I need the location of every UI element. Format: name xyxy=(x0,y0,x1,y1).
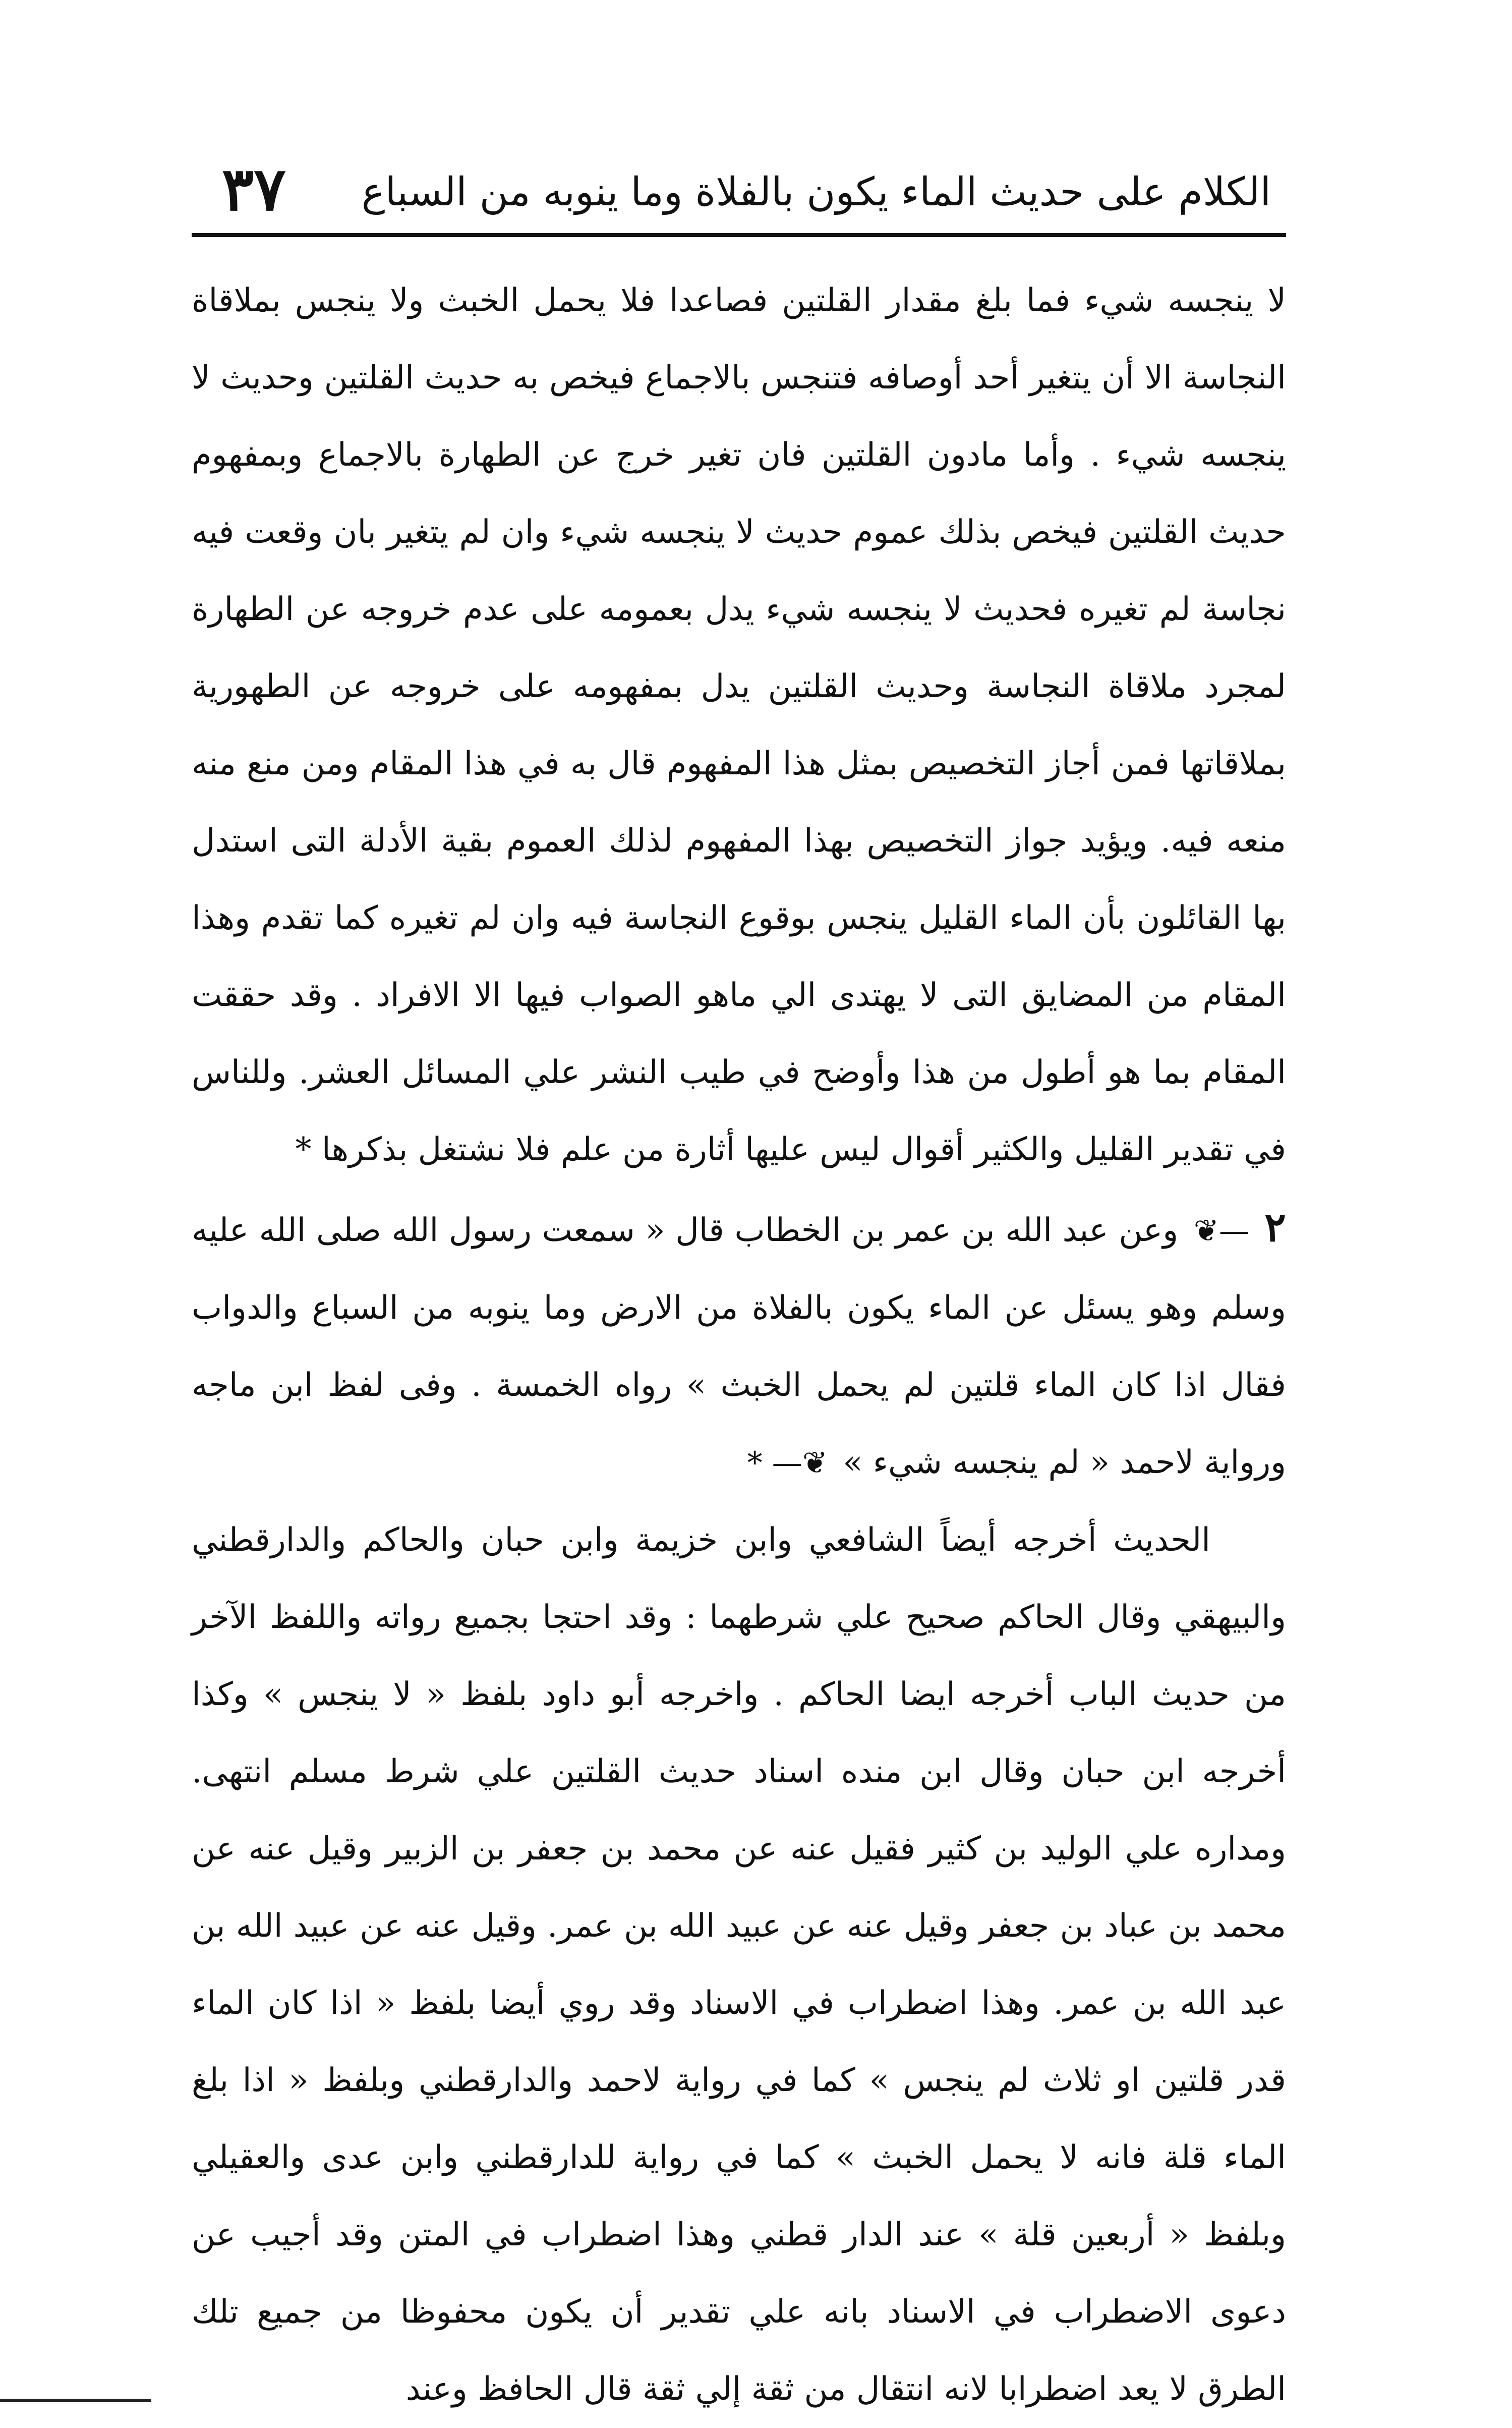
header-rule xyxy=(192,233,1286,237)
ornament-open-icon: —❦ xyxy=(1193,1213,1250,1249)
body-text xyxy=(192,262,1286,2428)
page-number: ٣٧ xyxy=(222,154,286,224)
ornament-close-icon: ❦— * xyxy=(747,1445,828,1481)
commentary-paragraph-2: الحديث أخرجه أيضاً الشافعي وابن خزيمة وابن حبان والحاكم والدارقطني والبيهقي وقال الحاكم صحيح علي شرطهما : وقد احتجا بجميع رواته واللفظ الآخر من حديث الباب أخرجه ايضا الحاكم . واخرجه أبو داود بلفظ « لا ينجس » وكذا أخرجه ابن حبان وقال ابن منده اسناد حديث القلتين علي شرط مسلم انتهى. ومداره علي الوليد بن كثير فقيل عنه عن محمد بن جعفر بن الزبير وقيل عنه عن محمد بن عباد بن جعفر وقيل عنه عن عبيد الله بن عمر. وقيل عنه عن عبيد الله بن عبد الله بن عمر. وهذا اضطراب في الاسناد وقد روي أيضا بلفظ « اذا كان الماء قدر قلتين او ثلاث لم ينجس » كما في رواية لاحمد والدارقطني وبلفظ « اذا بلغ الماء قلة فانه لا يحمل الخبث » كما في رواية للدارقطني وابن عدى والعقيلي وبلفظ « أربعين قلة » عند الدار قطني وهذا اضطراب في المتن وقد أجيب عن دعوى الاضطراب في الاسناد بانه علي تقدير أن يكون محفوظا من جميع تلك الطرق لا يعد اضطرابا لانه انتقال من ثقة إلي ثقة قال الحافظ وعند xyxy=(192,1521,1287,2408)
footer-rule xyxy=(0,2399,151,2402)
commentary-paragraph-1: لا ينجسه شيء فما بلغ مقدار القلتين فصاعدا فلا يحمل الخبث ولا ينجس بملاقاة النجاسة الا أن يتغير أحد أوصافه فتنجس بالاجماع فيخص به حديث القلتين وحديث لا ينجسه شيء . وأما مادون القلتين فان تغير خرج عن الطهارة بالاجماع وبمفهوم حديث القلتين فيخص بذلك عموم حديث لا ينجسه شيء وان لم يتغير بان وقعت فيه نجاسة لم تغيره فحديث لا ينجسه شيء يدل بعمومه على عدم خروجه عن الطهارة لمجرد ملاقاة النجاسة وحديث القلتين يدل بمفهومه على خروجه عن الطهورية بملاقاتها فمن أجاز التخصيص بمثل هذا المفهوم قال به في هذا المقام ومن منع منه منعه فيه. ويؤيد جواز التخصيص بهذا المفهوم لذلك العموم بقية الأدلة التى استدل بها القائلون بأن الماء القليل ينجس بوقوع النجاسة فيه وان لم تغيره كما تقدم وهذا المقام من المضايق التى لا يهتدى الي ماهو الصواب فيها الا الافراد . وقد حققت المقام بما هو أطول من هذا وأوضح في طيب النشر علي المسائل العشر. وللناس في تقدير القليل والكثير أقوال ليس عليها أثارة من علم فلا نشتغل بذكرها * xyxy=(192,282,1287,1168)
hadith-paragraph xyxy=(192,1189,1286,1502)
page-header xyxy=(192,151,1276,227)
hadith-number: ٢ xyxy=(1264,1203,1287,1251)
running-title: الكلام على حديث الماء يكون بالفلاة وما ينوبه من السباع xyxy=(361,170,1271,215)
hadith-text: وعن عبد الله بن عمر بن الخطاب قال « سمعت رسول الله صلى الله عليه وسلم وهو يسئل عن الماء يكون بالفلاة من الارض وما ينوبه من السباع والدواب فقال اذا كان الماء قلتين لم يحمل الخبث » رواه الخمسة . وفى لفظ ابن ماجه ورواية لاحمد « لم ينجسه شيء » xyxy=(192,1212,1286,1481)
